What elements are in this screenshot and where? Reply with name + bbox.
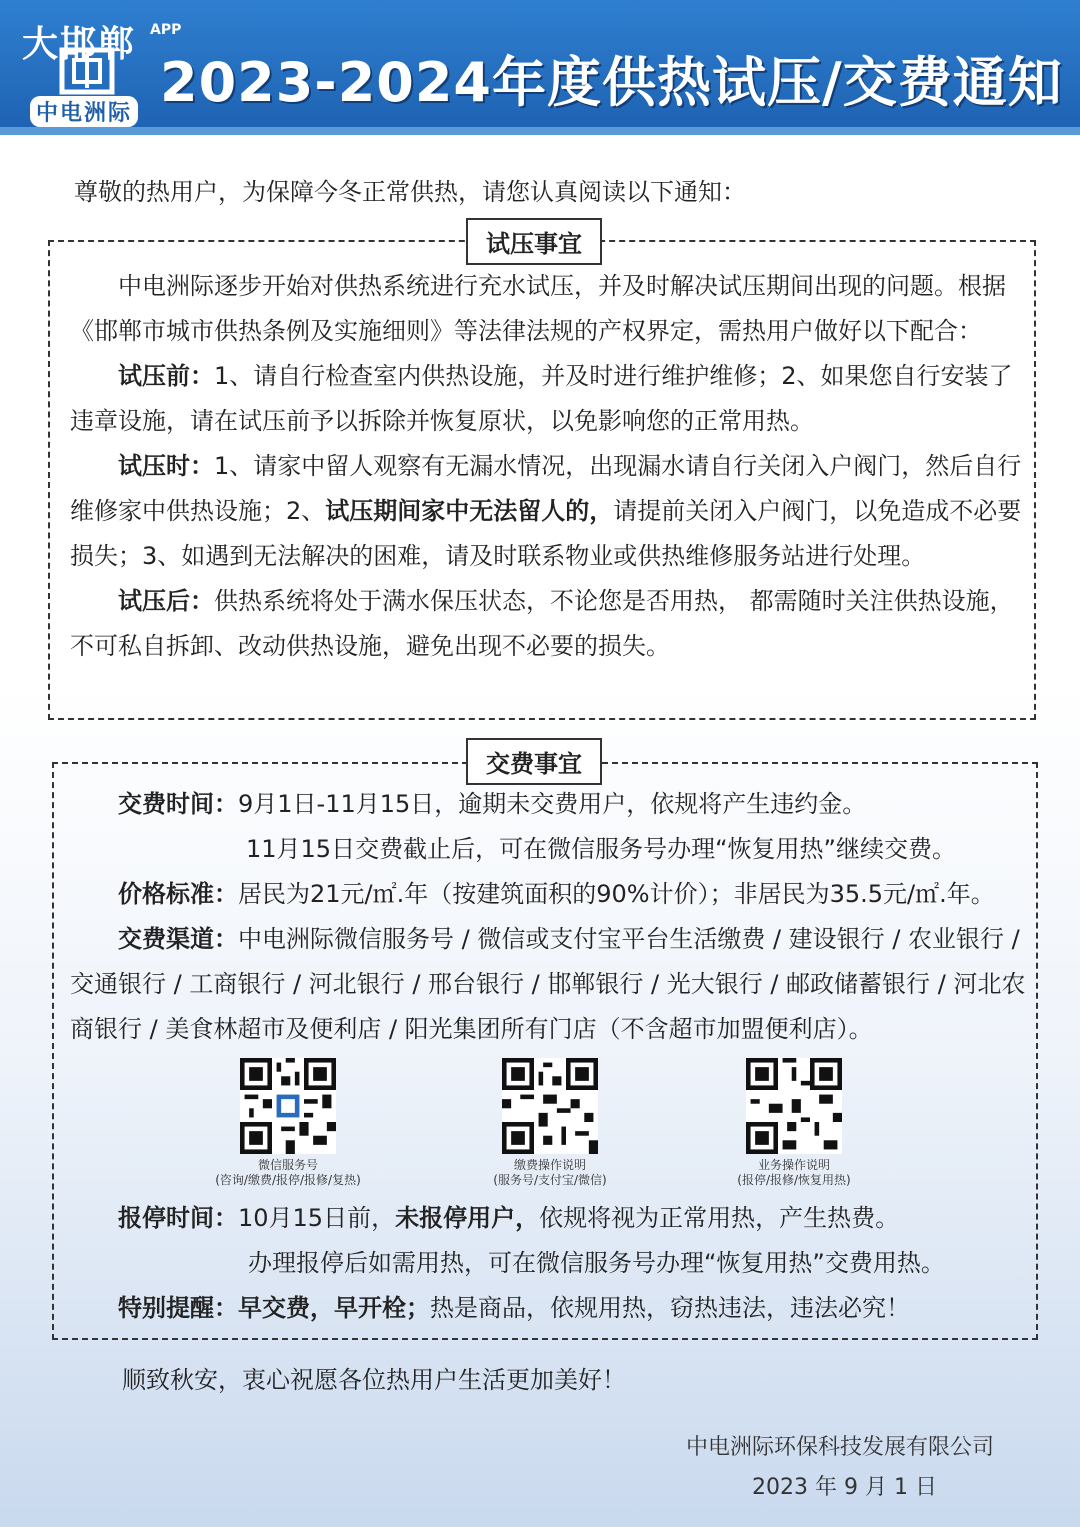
payment-content — [70, 782, 1032, 1052]
qr-subtitle: (报停/报修/恢复用热) — [737, 1173, 851, 1187]
payment-time-paragraph — [70, 782, 1032, 827]
pressure-intro-paragraph: 中电洲际逐步开始对供热系统进行充水试压，并及时解决试压期间出现的问题。根据《邯郸市城市供热条例及实施细则》等法律法规的产权界定，需热用户做好以下配合： — [70, 272, 1006, 345]
channel-paragraph — [70, 917, 1032, 1052]
app-logo[interactable] — [22, 16, 182, 126]
during-label: 试压时： — [118, 452, 214, 480]
closing-text: 顺致秋安，衷心祝愿各位热用户生活更加美好！ — [122, 1366, 626, 1394]
qr-code-icon — [746, 1058, 842, 1154]
notice-date: 2023 年 9 月 1 日 — [752, 1475, 937, 1500]
before-text: 1、请自行检查室内供热设施，并及时进行维护维修；2、如果您自行安装了违章设施，请在试压前予以拆除并恢复原状，以免影响您的正常用热。 — [70, 362, 1013, 435]
qr-code-icon — [502, 1058, 598, 1154]
logo-text: 大邯郸 — [22, 24, 137, 65]
logo-app-badge: APP — [150, 22, 182, 38]
during-bold-text: 试压期间家中无法留人的， — [325, 497, 614, 525]
qr-wechat-service[interactable] — [204, 1058, 372, 1188]
pressure-during-paragraph — [70, 444, 1022, 579]
qr-title: 缴费操作说明 — [513, 1158, 586, 1172]
pressure-test-content — [70, 264, 1022, 669]
pressure-before-paragraph — [70, 354, 1022, 444]
channel-label: 交费渠道： — [118, 925, 238, 953]
company-name: 中电洲际环保科技发展有限公司 — [686, 1435, 995, 1460]
header-banner — [0, 0, 1080, 135]
logo-subtitle: 中电洲际 — [30, 96, 138, 127]
stop-time-text-1: 10月15日前， — [238, 1204, 396, 1232]
stop-time-label: 报停时间： — [118, 1204, 238, 1232]
price-paragraph — [70, 872, 1032, 917]
during-text-1: 1、请家中留人观察有无漏水情况，出现漏水请自行关闭入户阀门，然后自行维修家中供热设施；2、 — [70, 452, 1022, 525]
price-text: 居民为21元/㎡.年（按建筑面积的90%计价）；非居民为35.5元/㎡.年。 — [238, 880, 995, 908]
during-text-2: 请提前关闭入户阀门，以免造成不必要损失；3、如遇到无法解决的困难，请及时联系物业或供热维修服务站进行处理。 — [70, 497, 1022, 570]
logo-mark-icon — [58, 46, 116, 96]
qr-title: 业务操作说明 — [757, 1158, 830, 1172]
payment-time-label: 交费时间： — [118, 790, 238, 818]
stop-time-bold: 未报停用户， — [395, 1204, 540, 1232]
stop-time-paragraph — [70, 1196, 1032, 1241]
qr-code-icon — [240, 1058, 336, 1154]
channel-text: 中电洲际微信服务号 / 微信或支付宝平台生活缴费 / 建设银行 / 农业银行 / 交通银行 / 工商银行 / 河北银行 / 邢台银行 / 邯郸银行 / 光大银行 / 邮政储蓄银行 / 河北农商银行 / 美食林超市及便利店 / 阳光集团所有门店（不含超市加盟便利店）。 — [70, 925, 1026, 1043]
after-text: 供热系统将处于满水保压状态，不论您是否用热， 都需随时关注供热设施，不可私自拆卸、改动供热设施，避免出现不必要的损失。 — [70, 587, 1014, 660]
page-title: 2023-2024年度供热试压/交费通知 — [160, 51, 1063, 114]
payment-time-note: 11月15日交费截止后，可在微信服务号办理“恢复用热”继续交费。 — [246, 835, 956, 863]
pressure-after-paragraph — [70, 579, 1022, 669]
qr-subtitle: (咨询/缴费/报停/报修/复热) — [215, 1173, 361, 1187]
special-reminder-paragraph — [70, 1286, 1032, 1331]
pressure-test-heading: 试压事宜 — [466, 218, 602, 265]
reminder-label: 特别提醒： — [118, 1294, 238, 1322]
qr-subtitle: (服务号/支付宝/微信) — [493, 1173, 607, 1187]
payment-time-text: 9月1日-11月15日，逾期未交费用户，依规将产生违约金。 — [238, 790, 867, 818]
intro-text: 尊敬的热用户，为保障今冬正常供热，请您认真阅读以下通知： — [74, 178, 746, 206]
qr-payment-guide[interactable] — [466, 1058, 634, 1188]
qr-business-guide[interactable] — [710, 1058, 878, 1188]
before-label: 试压前： — [118, 362, 214, 390]
qr-title: 微信服务号 — [257, 1158, 318, 1172]
stop-remind-content — [70, 1196, 1032, 1331]
stop-time-note: 办理报停后如需用热，可在微信服务号办理“恢复用热”交费用热。 — [248, 1249, 945, 1277]
price-label: 价格标准： — [118, 880, 238, 908]
stop-time-text-2: 依规将视为正常用热，产生热费。 — [539, 1204, 900, 1232]
reminder-text: 热是商品，依规用热，窃热违法，违法必究！ — [430, 1294, 910, 1322]
reminder-bold: 早交费，早开栓； — [238, 1294, 430, 1322]
after-label: 试压后： — [118, 587, 214, 615]
payment-heading: 交费事宜 — [466, 738, 602, 785]
